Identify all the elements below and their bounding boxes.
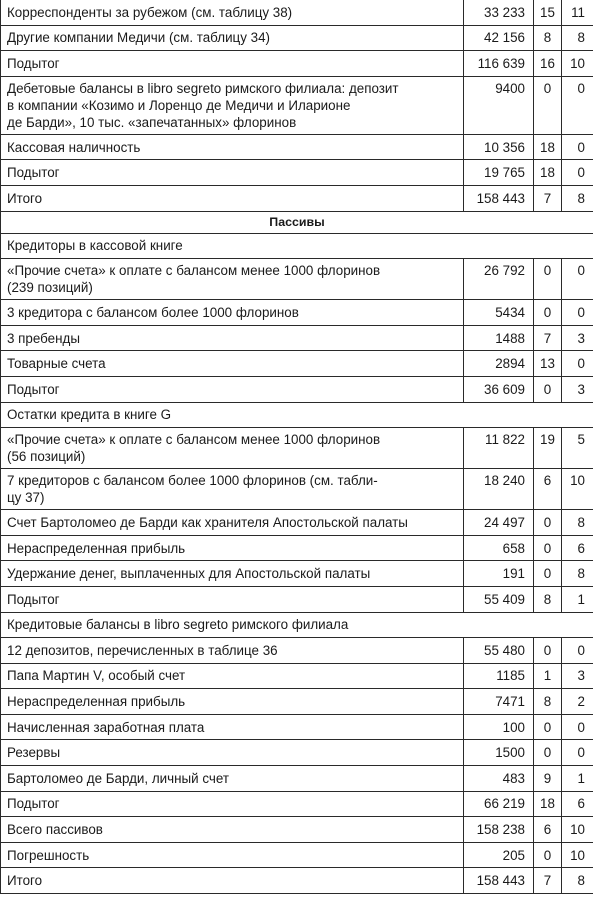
row-amount-florins: 1500 bbox=[464, 740, 534, 766]
row-amount-florins: 10 356 bbox=[464, 134, 534, 160]
row-amount-soldi: 6 bbox=[534, 817, 562, 843]
table-row bbox=[1, 817, 593, 843]
row-amount-denari: 0 bbox=[562, 740, 593, 766]
table-row bbox=[1, 160, 593, 186]
row-amount-soldi: 19 bbox=[534, 428, 562, 469]
table-row bbox=[1, 561, 593, 587]
row-amount-soldi: 0 bbox=[534, 714, 562, 740]
row-amount-soldi: 8 bbox=[534, 586, 562, 612]
row-amount-soldi: 0 bbox=[534, 76, 562, 134]
row-description: Подытог bbox=[1, 376, 464, 402]
table-row bbox=[1, 300, 593, 326]
row-amount-denari: 0 bbox=[562, 714, 593, 740]
row-amount-florins: 205 bbox=[464, 842, 534, 868]
row-description: Всего пассивов bbox=[1, 817, 464, 843]
row-amount-florins: 19 765 bbox=[464, 160, 534, 186]
row-amount-denari: 6 bbox=[562, 791, 593, 817]
row-amount-florins: 11 822 bbox=[464, 428, 534, 469]
row-amount-soldi: 15 bbox=[534, 0, 562, 25]
row-description: Подытог bbox=[1, 51, 464, 77]
row-amount-denari: 0 bbox=[562, 300, 593, 326]
table-row bbox=[1, 740, 593, 766]
row-description: «Прочие счета» к оплате с балансом менее 1000 флоринов (239 позиций) bbox=[1, 259, 464, 300]
table-row bbox=[1, 134, 593, 160]
row-amount-denari: 8 bbox=[562, 185, 593, 211]
table-row bbox=[1, 76, 593, 134]
table-row bbox=[1, 766, 593, 792]
row-amount-denari: 0 bbox=[562, 76, 593, 134]
row-description: 3 кредитора с балансом более 1000 флоринов bbox=[1, 300, 464, 326]
row-description: Товарные счета bbox=[1, 351, 464, 377]
row-description: 7 кредиторов с балансом более 1000 флоринов (см. табли- цу 37) bbox=[1, 469, 464, 510]
row-amount-soldi: 0 bbox=[534, 842, 562, 868]
row-amount-soldi: 18 bbox=[534, 134, 562, 160]
row-amount-soldi: 16 bbox=[534, 51, 562, 77]
row-description: Удержание денег, выплаченных для Апостольской палаты bbox=[1, 561, 464, 587]
row-amount-soldi: 8 bbox=[534, 25, 562, 51]
row-description: Кассовая наличность bbox=[1, 134, 464, 160]
table-row bbox=[1, 351, 593, 377]
row-amount-florins: 191 bbox=[464, 561, 534, 587]
row-description: Счет Бартоломео де Барди как хранителя Апостольской палаты bbox=[1, 510, 464, 536]
row-amount-florins: 483 bbox=[464, 766, 534, 792]
table-row bbox=[1, 325, 593, 351]
balance-table-body bbox=[1, 0, 593, 894]
row-description: Подытог bbox=[1, 586, 464, 612]
row-amount-soldi: 9 bbox=[534, 766, 562, 792]
row-amount-florins: 2894 bbox=[464, 351, 534, 377]
row-amount-denari: 10 bbox=[562, 469, 593, 510]
row-amount-denari: 6 bbox=[562, 535, 593, 561]
row-amount-soldi: 18 bbox=[534, 791, 562, 817]
table-row bbox=[1, 638, 593, 664]
group-header-row bbox=[1, 612, 593, 638]
row-amount-denari: 2 bbox=[562, 689, 593, 715]
table-row bbox=[1, 259, 593, 300]
row-amount-denari: 8 bbox=[562, 510, 593, 536]
table-row bbox=[1, 868, 593, 894]
row-description: Подытог bbox=[1, 160, 464, 186]
row-description: Подытог bbox=[1, 791, 464, 817]
row-amount-florins: 658 bbox=[464, 535, 534, 561]
row-amount-denari: 3 bbox=[562, 325, 593, 351]
row-amount-denari: 0 bbox=[562, 160, 593, 186]
row-amount-florins: 26 792 bbox=[464, 259, 534, 300]
row-description: Другие компании Медичи (см. таблицу 34) bbox=[1, 25, 464, 51]
row-amount-soldi: 0 bbox=[534, 510, 562, 536]
row-amount-soldi: 0 bbox=[534, 561, 562, 587]
row-amount-soldi: 6 bbox=[534, 469, 562, 510]
row-amount-denari: 0 bbox=[562, 638, 593, 664]
row-amount-florins: 1185 bbox=[464, 663, 534, 689]
row-amount-denari: 1 bbox=[562, 766, 593, 792]
row-description: Резервы bbox=[1, 740, 464, 766]
row-amount-soldi: 1 bbox=[534, 663, 562, 689]
row-amount-denari: 3 bbox=[562, 663, 593, 689]
group-header-row bbox=[1, 233, 593, 259]
table-row bbox=[1, 428, 593, 469]
table-row bbox=[1, 714, 593, 740]
row-amount-florins: 55 480 bbox=[464, 638, 534, 664]
row-amount-soldi: 7 bbox=[534, 185, 562, 211]
group-title: Кредиторы в кассовой книге bbox=[1, 233, 593, 259]
row-description: Погрешность bbox=[1, 842, 464, 868]
row-amount-florins: 42 156 bbox=[464, 25, 534, 51]
row-amount-florins: 1488 bbox=[464, 325, 534, 351]
row-amount-denari: 0 bbox=[562, 351, 593, 377]
table-row bbox=[1, 0, 593, 25]
row-amount-denari: 5 bbox=[562, 428, 593, 469]
row-description: Нераспределенная прибыль bbox=[1, 535, 464, 561]
group-header-row bbox=[1, 402, 593, 428]
row-amount-denari: 10 bbox=[562, 842, 593, 868]
row-amount-soldi: 0 bbox=[534, 638, 562, 664]
row-amount-florins: 158 238 bbox=[464, 817, 534, 843]
row-amount-soldi: 0 bbox=[534, 300, 562, 326]
row-description: Корреспонденты за рубежом (см. таблицу 38) bbox=[1, 0, 464, 25]
row-description: «Прочие счета» к оплате с балансом менее 1000 флоринов (56 позиций) bbox=[1, 428, 464, 469]
row-description: Итого bbox=[1, 185, 464, 211]
row-description: 3 пребенды bbox=[1, 325, 464, 351]
table-row bbox=[1, 791, 593, 817]
row-amount-denari: 11 bbox=[562, 0, 593, 25]
section-header-row bbox=[1, 211, 593, 233]
row-amount-florins: 36 609 bbox=[464, 376, 534, 402]
table-row bbox=[1, 510, 593, 536]
row-amount-denari: 10 bbox=[562, 51, 593, 77]
row-amount-denari: 1 bbox=[562, 586, 593, 612]
row-amount-florins: 158 443 bbox=[464, 185, 534, 211]
table-row bbox=[1, 51, 593, 77]
table-row bbox=[1, 185, 593, 211]
table-row bbox=[1, 689, 593, 715]
row-amount-soldi: 8 bbox=[534, 689, 562, 715]
row-amount-denari: 8 bbox=[562, 561, 593, 587]
table-row bbox=[1, 842, 593, 868]
row-amount-soldi: 13 bbox=[534, 351, 562, 377]
row-description: Итого bbox=[1, 868, 464, 894]
row-amount-soldi: 7 bbox=[534, 868, 562, 894]
row-amount-soldi: 0 bbox=[534, 535, 562, 561]
row-amount-florins: 55 409 bbox=[464, 586, 534, 612]
section-title: Пассивы bbox=[1, 211, 593, 233]
row-description: Дебетовые балансы в libro segreto римского филиала: депозит в компании «Козимо и Лоренцо де Медичи и Иларионе де Барди», 10 тыс. «запечатанных» флоринов bbox=[1, 76, 464, 134]
row-description: 12 депозитов, перечисленных в таблице 36 bbox=[1, 638, 464, 664]
table-row bbox=[1, 535, 593, 561]
group-title: Кредитовые балансы в libro segreto римского филиала bbox=[1, 612, 593, 638]
table-row bbox=[1, 663, 593, 689]
row-description: Бартоломео де Барди, личный счет bbox=[1, 766, 464, 792]
row-amount-soldi: 0 bbox=[534, 740, 562, 766]
row-amount-denari: 0 bbox=[562, 134, 593, 160]
row-amount-florins: 33 233 bbox=[464, 0, 534, 25]
row-amount-florins: 158 443 bbox=[464, 868, 534, 894]
table-row bbox=[1, 586, 593, 612]
row-amount-florins: 18 240 bbox=[464, 469, 534, 510]
row-amount-florins: 7471 bbox=[464, 689, 534, 715]
row-description: Начисленная заработная плата bbox=[1, 714, 464, 740]
group-title: Остатки кредита в книге G bbox=[1, 402, 593, 428]
table-row bbox=[1, 376, 593, 402]
row-amount-florins: 100 bbox=[464, 714, 534, 740]
row-description: Папа Мартин V, особый счет bbox=[1, 663, 464, 689]
row-amount-florins: 5434 bbox=[464, 300, 534, 326]
row-amount-denari: 0 bbox=[562, 259, 593, 300]
row-amount-soldi: 18 bbox=[534, 160, 562, 186]
table-row bbox=[1, 469, 593, 510]
row-amount-florins: 116 639 bbox=[464, 51, 534, 77]
row-amount-denari: 3 bbox=[562, 376, 593, 402]
row-description: Нераспределенная прибыль bbox=[1, 689, 464, 715]
row-amount-soldi: 0 bbox=[534, 376, 562, 402]
table-row bbox=[1, 25, 593, 51]
row-amount-denari: 8 bbox=[562, 868, 593, 894]
row-amount-florins: 66 219 bbox=[464, 791, 534, 817]
row-amount-denari: 8 bbox=[562, 25, 593, 51]
row-amount-soldi: 0 bbox=[534, 259, 562, 300]
row-amount-soldi: 7 bbox=[534, 325, 562, 351]
row-amount-florins: 9400 bbox=[464, 76, 534, 134]
row-amount-florins: 24 497 bbox=[464, 510, 534, 536]
row-amount-denari: 10 bbox=[562, 817, 593, 843]
